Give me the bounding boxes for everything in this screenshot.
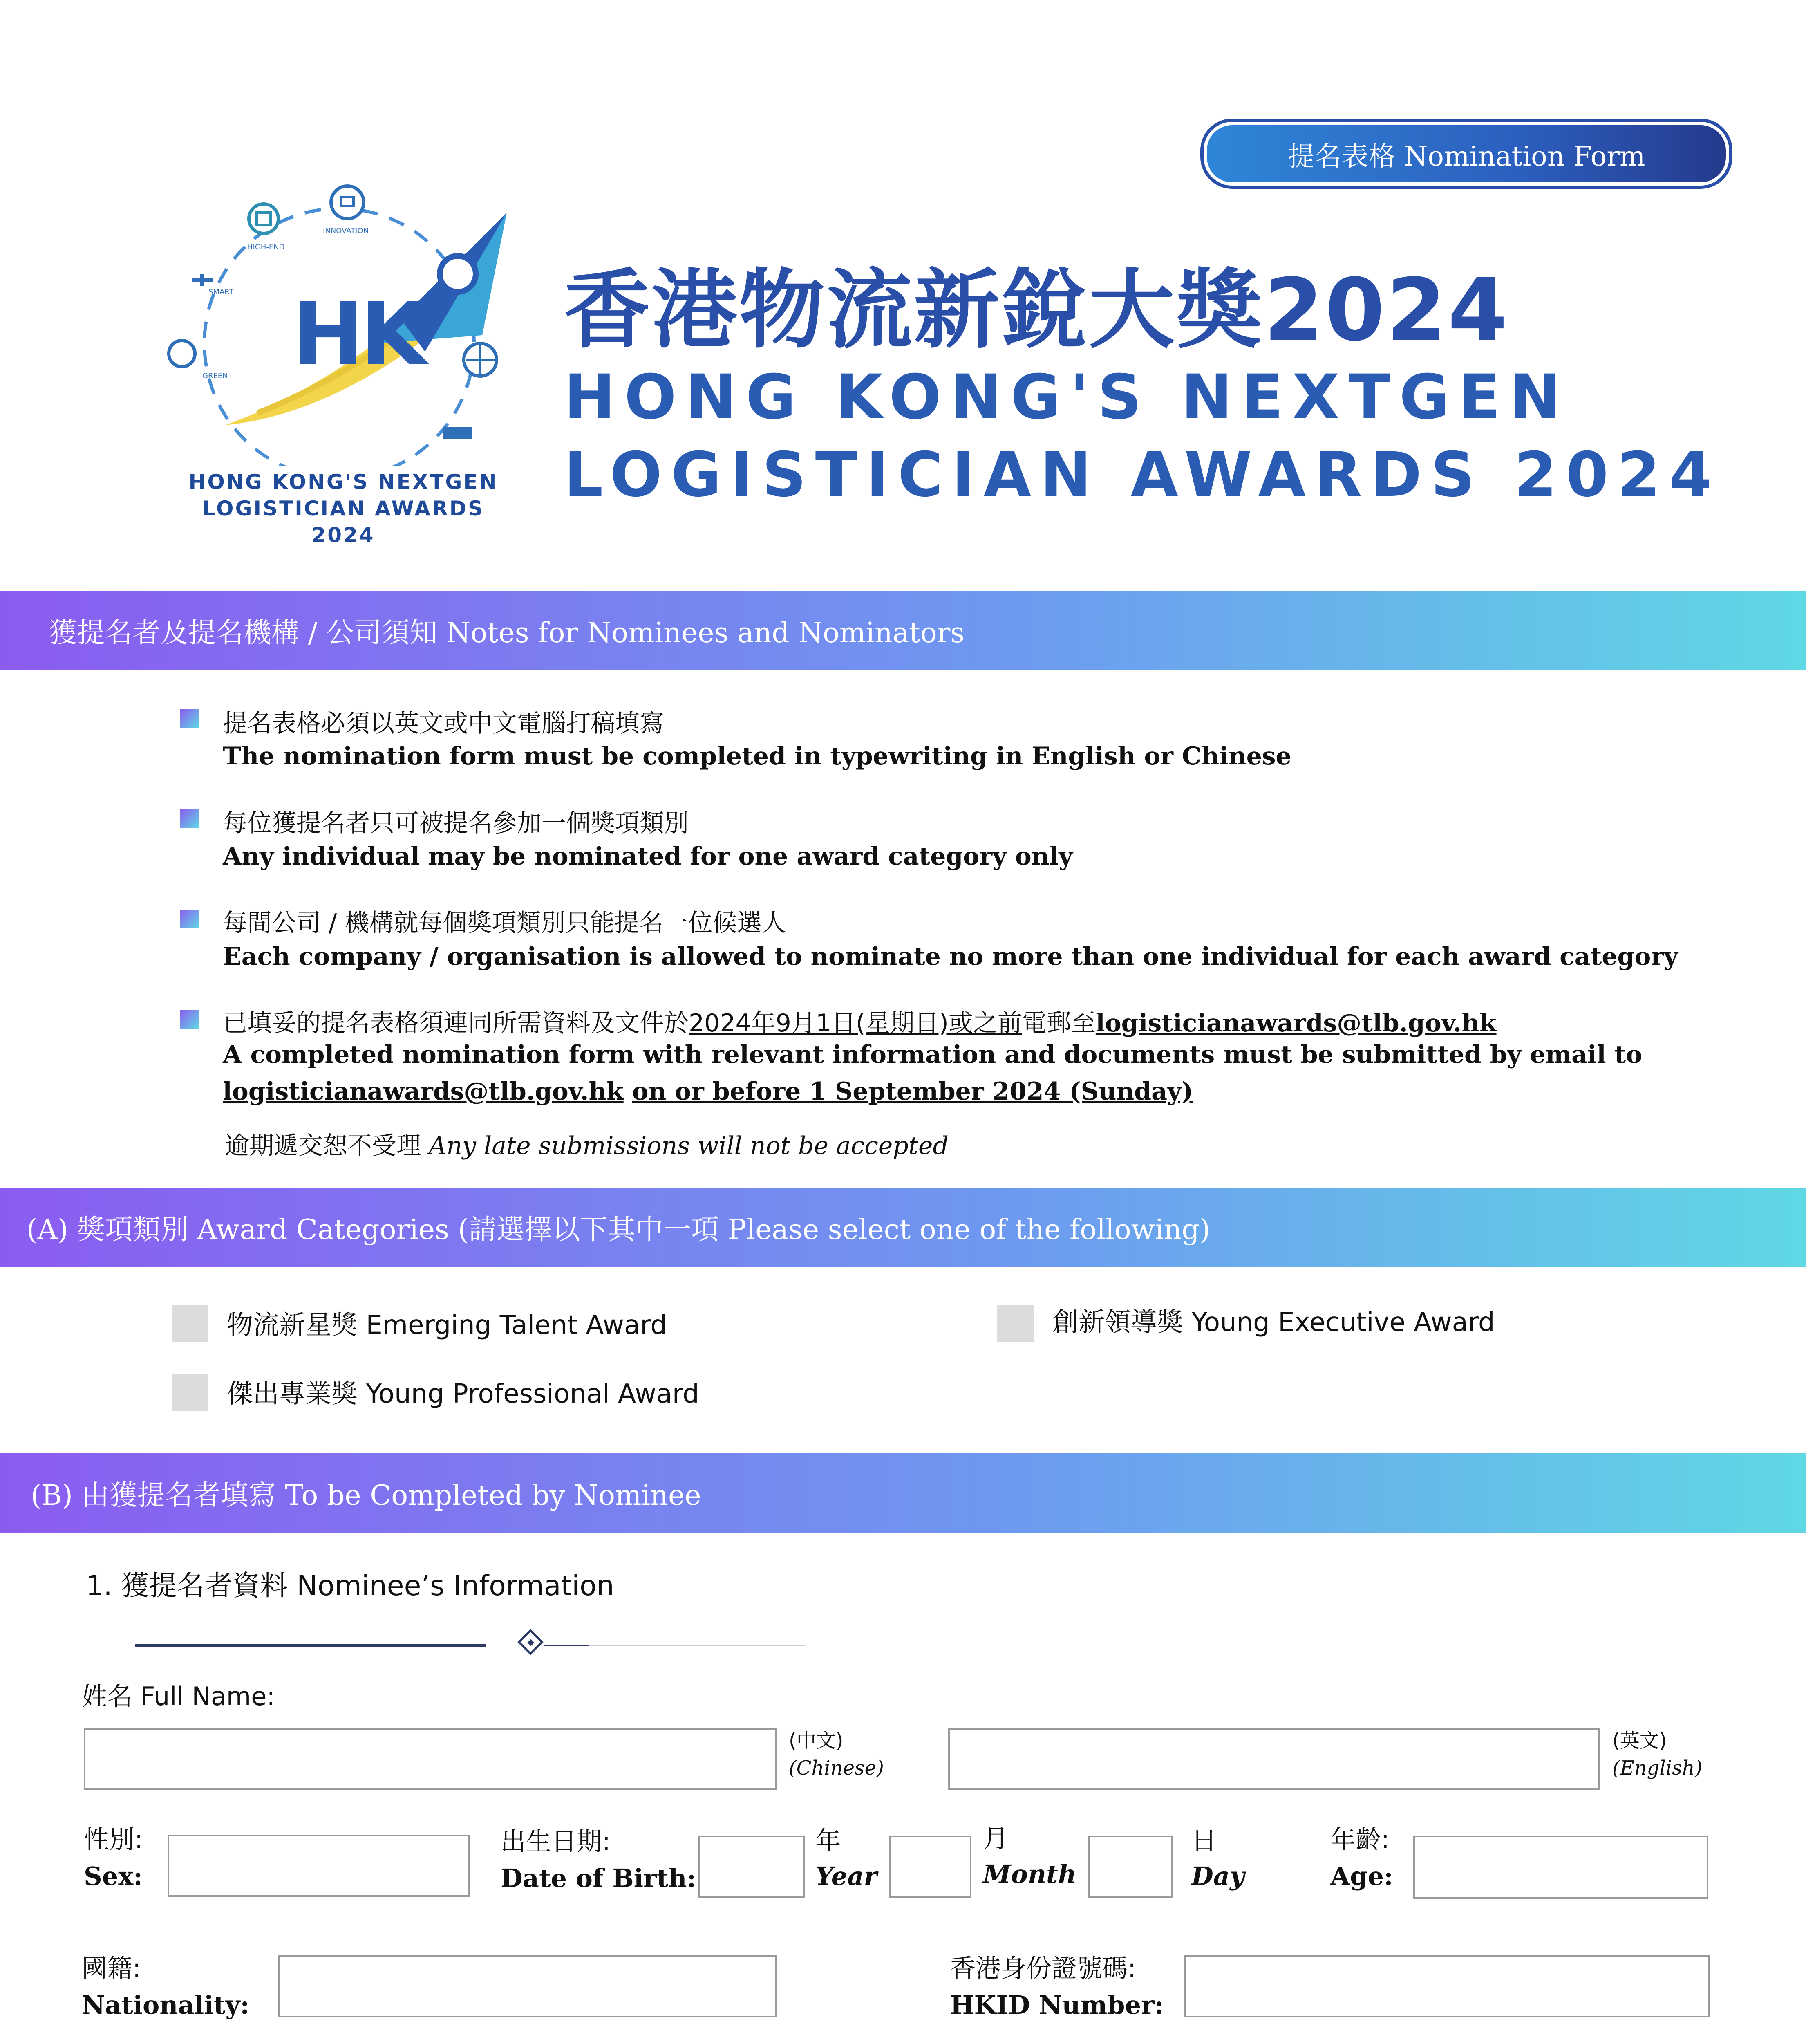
notes-heading: 獲提名者及提名機構 / 公司須知 Notes for Nominees and Nominators xyxy=(49,617,965,649)
day-unit: 日 Day xyxy=(1191,1826,1244,1891)
title-chinese: 香港物流新銳大獎2024 xyxy=(564,260,1509,360)
dob-month-input[interactable] xyxy=(889,1836,971,1898)
note-1-zh: 提名表格必須以英文或中文電腦打稿填寫 xyxy=(223,709,664,738)
nationality-input[interactable] xyxy=(278,1955,777,2017)
bullet-icon xyxy=(180,910,199,928)
svg-text:GREEN: GREEN xyxy=(202,372,228,380)
svg-text:SMART: SMART xyxy=(208,288,234,296)
emerging-talent-label: 物流新星獎 Emerging Talent Award xyxy=(227,1310,667,1340)
bullet-icon xyxy=(180,809,199,828)
note-2-zh: 每位獲提名者只可被提名參加一個獎項類別 xyxy=(223,809,689,838)
dob-day-input[interactable] xyxy=(1088,1836,1173,1898)
section-a-banner xyxy=(0,1188,1806,1267)
svg-text:HIGH-END: HIGH-END xyxy=(247,243,285,251)
dob-year-input[interactable] xyxy=(698,1836,805,1898)
bullet-icon xyxy=(180,709,199,728)
sex-label: 性別: Sex: xyxy=(84,1824,143,1891)
section-a-heading: (A) 獎項類別 Award Categories (請選擇以下其中一項 Please select one of the following) xyxy=(27,1214,1211,1246)
section-b-banner xyxy=(0,1453,1806,1533)
full-name-chinese-input[interactable] xyxy=(84,1728,777,1790)
nominee-info-subheading: 1. 獲提名者資料 Nominee’s Information xyxy=(86,1570,614,1602)
title-english-line1: HONG KONG'S NEXTGEN xyxy=(564,362,1570,433)
young-executive-label: 創新領導獎 Young Executive Award xyxy=(1052,1307,1495,1338)
notes-banner xyxy=(0,591,1806,670)
section-b-heading: (B) 由獲提名者填寫 To be Completed by Nominee xyxy=(31,1479,701,1512)
logo-text-line1: HONG KONG'S NEXTGEN xyxy=(188,470,498,494)
logo-text-line3: 2024 xyxy=(311,523,375,547)
age-label: 年齡: Age: xyxy=(1330,1824,1393,1891)
note-4-zh: 已填妥的提名表格須連同所需資料及文件於2024年9月1日(星期日)或之前電郵至logisticianawards@tlb.gov.hk xyxy=(223,1009,1497,1038)
nationality-label: 國籍: Nationality: xyxy=(82,1953,250,2020)
young-professional-checkbox[interactable] xyxy=(172,1374,208,1411)
sex-input[interactable] xyxy=(168,1835,470,1897)
title-english-line2: LOGISTICIAN AWARDS 2024 xyxy=(564,439,1721,511)
awards-logo xyxy=(163,172,523,556)
svg-text:INNOVATION: INNOVATION xyxy=(323,226,369,235)
full-name-label: 姓名 Full Name: xyxy=(82,1681,275,1711)
young-professional-label: 傑出專業獎 Young Professional Award xyxy=(227,1379,699,1409)
age-input[interactable] xyxy=(1413,1836,1708,1899)
svg-text:HK: HK xyxy=(292,284,423,384)
hkid-input[interactable] xyxy=(1184,1955,1710,2017)
late-submission-note: 逾期遞交恕不受理 Any late submissions will not be accepted xyxy=(225,1132,949,1160)
note-3-zh: 每間公司 / 機構就每個獎項類別只能提名一位候選人 xyxy=(223,909,786,937)
note-4-en: A completed nomination form with relevant information and documents must be submitted by email to xyxy=(223,1040,1643,1069)
note-4-en-line2: logisticianawards@tlb.gov.hk on or before 1 September 2024 (Sunday) xyxy=(223,1077,1193,1106)
emerging-talent-checkbox[interactable] xyxy=(172,1305,208,1342)
note-1-en: The nomination form must be completed in typewriting in English or Chinese xyxy=(223,742,1291,771)
rocket-logo-icon xyxy=(163,172,523,466)
logo-text-line2: LOGISTICIAN AWARDS xyxy=(202,497,485,520)
email-link[interactable]: logisticianawards@tlb.gov.hk xyxy=(223,1077,624,1106)
note-2-en: Any individual may be nominated for one award category only xyxy=(223,842,1073,871)
nomination-form-badge: 提名表格 Nomination Form xyxy=(1204,122,1729,186)
young-executive-checkbox[interactable] xyxy=(997,1305,1034,1342)
bullet-icon xyxy=(180,1010,199,1029)
note-3-en: Each company / organisation is allowed to nominate no more than one individual for each award category xyxy=(223,942,1678,971)
english-tag: (英文) (English) xyxy=(1612,1729,1703,1780)
hkid-label: 香港身份證號碼: HKID Number: xyxy=(950,1953,1164,2020)
email-link[interactable]: logisticianawards@tlb.gov.hk xyxy=(1095,1009,1497,1038)
full-name-english-input[interactable] xyxy=(948,1728,1600,1790)
ornament-divider xyxy=(86,1629,805,1662)
month-unit: 月 Month xyxy=(983,1824,1076,1889)
chinese-tag: (中文) (Chinese) xyxy=(789,1729,884,1780)
dob-label: 出生日期: Date of Birth: xyxy=(501,1827,696,1893)
year-unit: 年 Year xyxy=(815,1826,877,1891)
